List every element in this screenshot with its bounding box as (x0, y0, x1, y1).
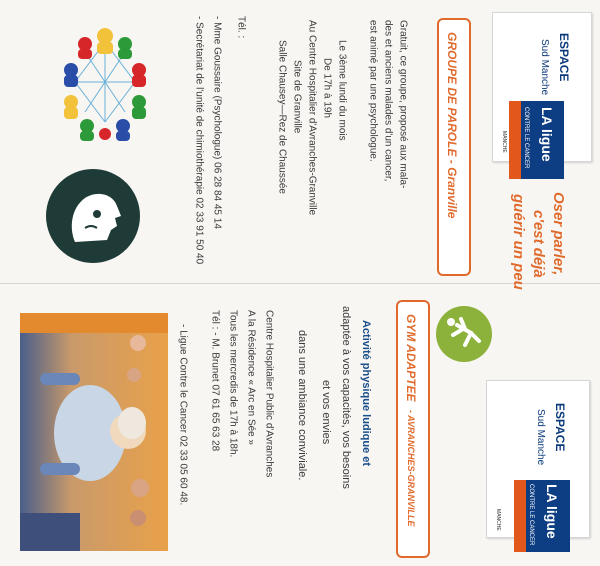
la-ligue-logo-bottom (514, 480, 570, 552)
tel-label: Tél. : (235, 16, 247, 39)
schedule-line-5: Salle Chausey—Rez de Chaussée (276, 40, 288, 194)
intro-line-1: Gratuit, ce groupe, proposé aux mala- (397, 20, 409, 189)
ligue-title-bottom: LA ligue (544, 484, 560, 539)
head-profile-icon (45, 168, 141, 264)
schedule-line-3: Au Centre Hospitalier d'Avranches-Granville (306, 20, 318, 216)
gym-line-6: A la Résidence « Arc en Sée » (245, 310, 257, 446)
schedule-line-4: Site de Granville (291, 60, 303, 134)
gym-line-5: Centre Hospitalier Public d'Avranches (263, 310, 275, 478)
espace-subtitle-bottom: Sud Manche (535, 409, 546, 466)
gym-line-7: Tous les mercredis de 17h à 18h. (227, 310, 239, 458)
contact-line-2: - Secrétariat de l'unité de chimiothérapie 02 33 91 50 40 (193, 16, 205, 265)
espace-title: ESPACE (557, 33, 571, 82)
gym-adaptee-title: GYM ADAPTEE (404, 314, 418, 402)
exercise-class-photo (20, 313, 168, 551)
gym-adaptee-subtitle: - AVRANCHES-GRANVILLE (406, 410, 416, 527)
gym-line-1 (358, 320, 372, 466)
gym-line-2: adaptée à vos capacités, vos besoins (339, 306, 352, 489)
schedule-line-1: Le 3ème lundi du mois (336, 40, 348, 141)
espace-title-bottom: ESPACE (553, 403, 567, 452)
ligue-subtitle-bottom: CONTRE LE CANCER (528, 484, 534, 546)
gym-line-8: Tél : - M. Brunet 07 61 65 63 28 (209, 310, 221, 452)
gym-line-4: dans une ambiance conviviale. (295, 330, 308, 481)
slogan-line-1: Oser parler, (549, 192, 567, 276)
people-network-icon (55, 22, 155, 146)
ligue-title: LA ligue (539, 107, 555, 162)
manche-label-bottom: MANCHE (495, 509, 501, 531)
gym-line-9: - Ligue Contre le Cancer 02 33 05 60 48. (177, 324, 189, 506)
groupe-de-parole-title: GROUPE DE PAROLE - Granville (445, 32, 459, 219)
gym-line-3: et vos envies (319, 380, 332, 445)
intro-line-3: est animé par une psychologue. (367, 20, 379, 162)
slogan-line-2: c'est déjà (529, 210, 547, 278)
slogan-line-3: guérir un peu (509, 194, 527, 290)
intro-line-2: des et anciens malades d'un cancer, (382, 20, 394, 182)
running-person-icon (435, 305, 493, 363)
gym-line-1-text: Activité physique ludique et (359, 320, 372, 467)
contact-line-1: - Mme Goussaire (Psychologue) 06 28 84 45 14 (211, 16, 223, 229)
espace-subtitle: Sud Manche (539, 39, 550, 96)
groupe-de-parole-title-box (437, 18, 471, 276)
la-ligue-logo (509, 101, 564, 179)
schedule-line-2: De 17h à 19h (321, 58, 333, 119)
manche-label: MANCHE (501, 131, 507, 153)
gym-adaptee-title-box (396, 300, 430, 558)
ligue-subtitle: CONTRE LE CANCER (523, 107, 529, 169)
